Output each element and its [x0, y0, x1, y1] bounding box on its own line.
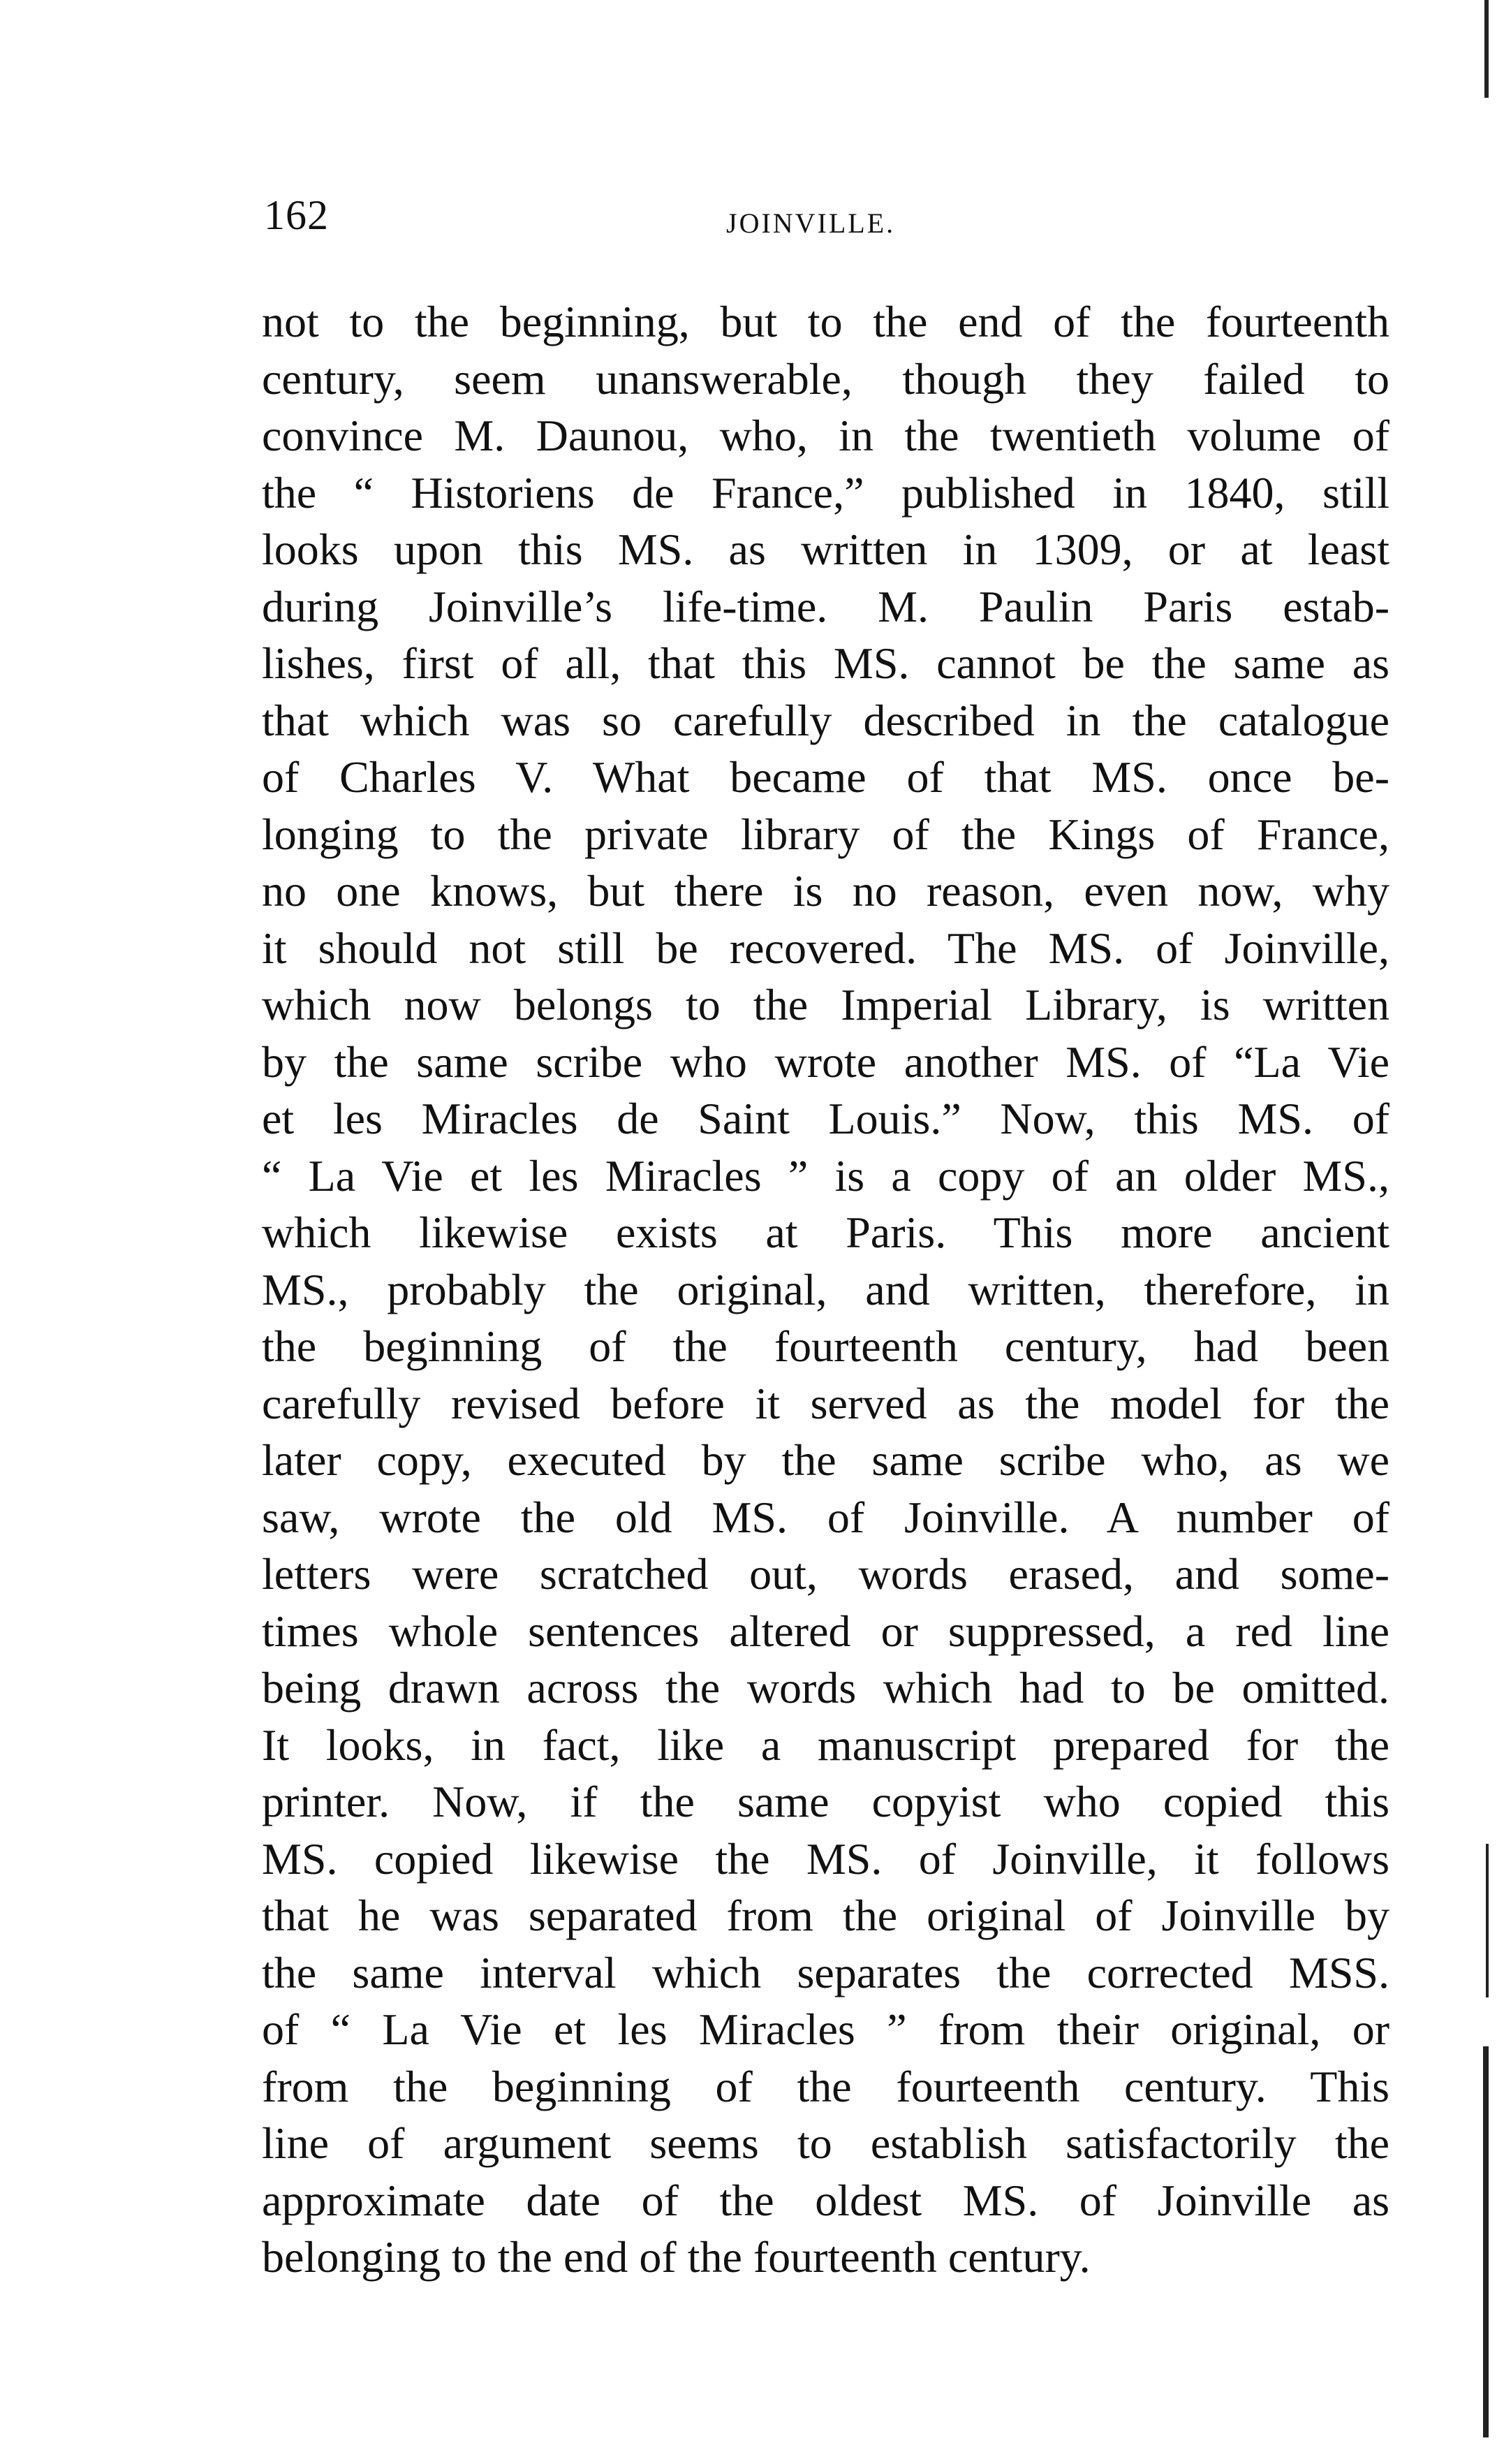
- scan-edge-mark-middle: [1486, 1844, 1489, 1997]
- text-line: from the beginning of the fourteenth century. This: [262, 2061, 1389, 2111]
- text-line: the “ Historiens de France,” published in 1840, still: [262, 467, 1389, 518]
- text-line: letters were scratched out, words erased, and some-: [262, 1549, 1389, 1599]
- text-line: MS. copied likewise the MS. of Joinville, it follows: [262, 1833, 1389, 1884]
- text-line: times whole sentences altered or suppressed, a red line: [262, 1606, 1389, 1656]
- text-line: It looks, in fact, like a manuscript prepared for the: [262, 1719, 1389, 1770]
- text-line: carefully revised before it served as the model for the: [262, 1378, 1389, 1428]
- text-line: which now belongs to the Imperial Library, is written: [262, 980, 1389, 1029]
- text-line: that which was so carefully described in the catalogue: [262, 695, 1389, 745]
- text-line: no one knows, but there is no reason, even now, why: [262, 866, 1389, 916]
- page-number: 162: [264, 192, 329, 238]
- running-title: JOINVILLE.: [726, 207, 896, 239]
- text-line: lishes, first of all, that this MS. cannot be the same as: [262, 638, 1389, 688]
- text-line: later copy, executed by the same scribe who, as we: [262, 1435, 1389, 1485]
- text-line: approximate date of the oldest MS. of Joinville as: [262, 2175, 1389, 2225]
- text-line: MS., probably the original, and written, therefore, in: [262, 1264, 1389, 1314]
- text-line: line of argument seems to establish satisfactorily the: [262, 2118, 1389, 2168]
- text-line: by the same scribe who wrote another MS. of “La Vie: [262, 1036, 1389, 1087]
- text-line: that he was separated from the original of Joinville by: [262, 1891, 1389, 1940]
- text-line: the same interval which separates the corrected MSS.: [262, 1947, 1389, 1997]
- text-line: the beginning of the fourteenth century, had been: [262, 1321, 1389, 1371]
- text-line: convince M. Daunou, who, in the twentieth volume of: [262, 411, 1389, 460]
- text-line: of “ La Vie et les Miracles ” from their original, or: [262, 2004, 1389, 2054]
- text-line: looks upon this MS. as written in 1309, or at least: [262, 525, 1389, 574]
- scan-edge-mark-top: [1484, 0, 1489, 98]
- text-line: of Charles V. What became of that MS. once be-: [262, 752, 1389, 802]
- text-line: being drawn across the words which had to be omitted.: [262, 1663, 1389, 1713]
- text-line: et les Miracles de Saint Louis.” Now, this MS. of: [262, 1094, 1389, 1143]
- scan-edge-mark-bottom: [1483, 2046, 1489, 2437]
- text-line: longing to the private library of the Kings of France,: [262, 809, 1389, 859]
- text-line: “ La Vie et les Miracles ” is a copy of an older MS.,: [262, 1150, 1389, 1201]
- text-line: not to the beginning, but to the end of the fourteenth: [262, 297, 1389, 346]
- text-line: printer. Now, if the same copyist who copied this: [262, 1777, 1389, 1826]
- body-text: [262, 293, 1389, 2286]
- text-line: saw, wrote the old MS. of Joinville. A number of: [262, 1492, 1389, 1542]
- text-line: it should not still be recovered. The MS. of Joinville,: [262, 923, 1389, 973]
- text-line: during Joinville’s life-time. M. Paulin Paris estab-: [262, 581, 1389, 631]
- text-line: which likewise exists at Paris. This more ancient: [262, 1208, 1389, 1257]
- text-line: century, seem unanswerable, though they failed to: [262, 353, 1389, 404]
- text-line: belonging to the end of the fourteenth century.: [262, 2232, 1091, 2282]
